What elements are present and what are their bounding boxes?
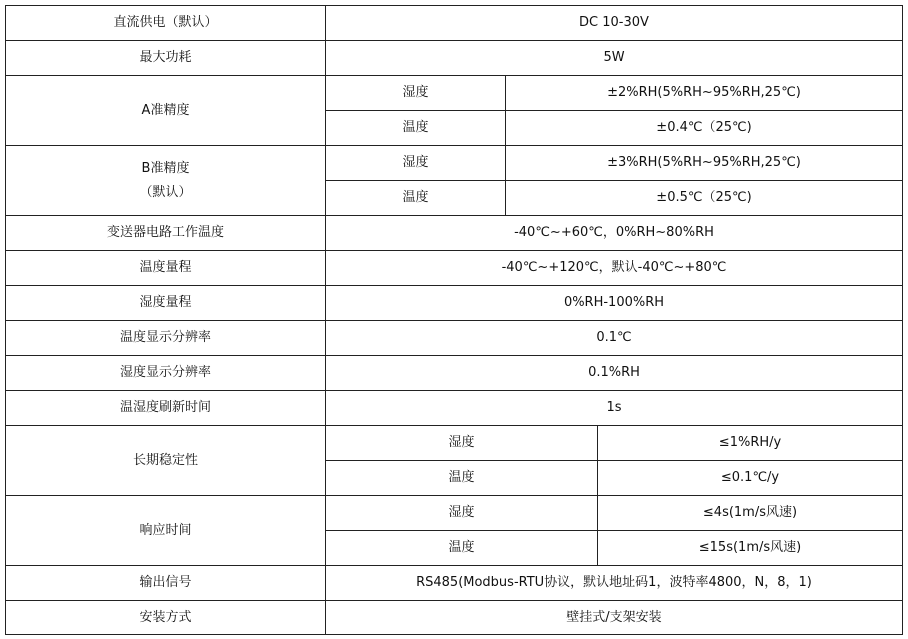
refresh-time-value: 1s — [325, 390, 903, 425]
humidity-resolution-value: 0.1%RH — [325, 355, 903, 390]
response-humidity-value: ≤4s(1m/s风速) — [597, 495, 903, 530]
temp-resolution-label: 温度显示分辨率 — [5, 320, 325, 355]
accuracy-a-humidity-param: 湿度 — [325, 75, 505, 110]
response-temp-param: 温度 — [325, 530, 597, 565]
temp-resolution-value: 0.1℃ — [325, 320, 903, 355]
accuracy-a-temp-value: ±0.4℃（25℃) — [505, 110, 903, 145]
stability-temp-value: ≤0.1℃/y — [597, 460, 903, 495]
accuracy-a-humidity-value: ±2%RH(5%RH~95%RH,25℃) — [505, 75, 903, 110]
accuracy-a-label: A准精度 — [5, 75, 325, 145]
accuracy-b-temp-param: 温度 — [325, 180, 505, 215]
accuracy-b-temp-value: ±0.5℃（25℃) — [505, 180, 903, 215]
response-humidity-param: 湿度 — [325, 495, 597, 530]
response-time-label: 响应时间 — [5, 495, 325, 565]
accuracy-b-label-line2: （默认） — [139, 184, 192, 200]
response-temp-value: ≤15s(1m/s风速) — [597, 530, 903, 565]
circuit-temp-label: 变送器电路工作温度 — [5, 215, 325, 250]
output-label: 输出信号 — [5, 565, 325, 600]
accuracy-b-humidity-value: ±3%RH(5%RH~95%RH,25℃) — [505, 145, 903, 180]
humidity-resolution-label: 湿度显示分辨率 — [5, 355, 325, 390]
stability-label: 长期稳定性 — [5, 425, 325, 495]
max-power-value: 5W — [325, 40, 903, 75]
mounting-value: 壁挂式/支架安装 — [325, 600, 903, 635]
refresh-time-label: 温湿度刷新时间 — [5, 390, 325, 425]
spec-table — [5, 5, 903, 635]
output-value: RS485(Modbus-RTU协议，默认地址码1，波特率4800，N，8，1) — [325, 565, 903, 600]
max-power-label: 最大功耗 — [5, 40, 325, 75]
stability-temp-param: 温度 — [325, 460, 597, 495]
stability-humidity-param: 湿度 — [325, 425, 597, 460]
accuracy-a-temp-param: 温度 — [325, 110, 505, 145]
mounting-label: 安装方式 — [5, 600, 325, 635]
power-supply-label: 直流供电（默认） — [5, 5, 325, 40]
temp-range-value: -40℃~+120℃，默认-40℃~+80℃ — [325, 250, 903, 285]
temp-range-label: 温度量程 — [5, 250, 325, 285]
humidity-range-value: 0%RH-100%RH — [325, 285, 903, 320]
accuracy-b-label — [5, 145, 325, 215]
accuracy-b-humidity-param: 湿度 — [325, 145, 505, 180]
accuracy-b-label-line1: B准精度 — [141, 160, 190, 176]
power-supply-value: DC 10-30V — [325, 5, 903, 40]
stability-humidity-value: ≤1%RH/y — [597, 425, 903, 460]
circuit-temp-value: -40℃~+60℃，0%RH~80%RH — [325, 215, 903, 250]
humidity-range-label: 湿度量程 — [5, 285, 325, 320]
